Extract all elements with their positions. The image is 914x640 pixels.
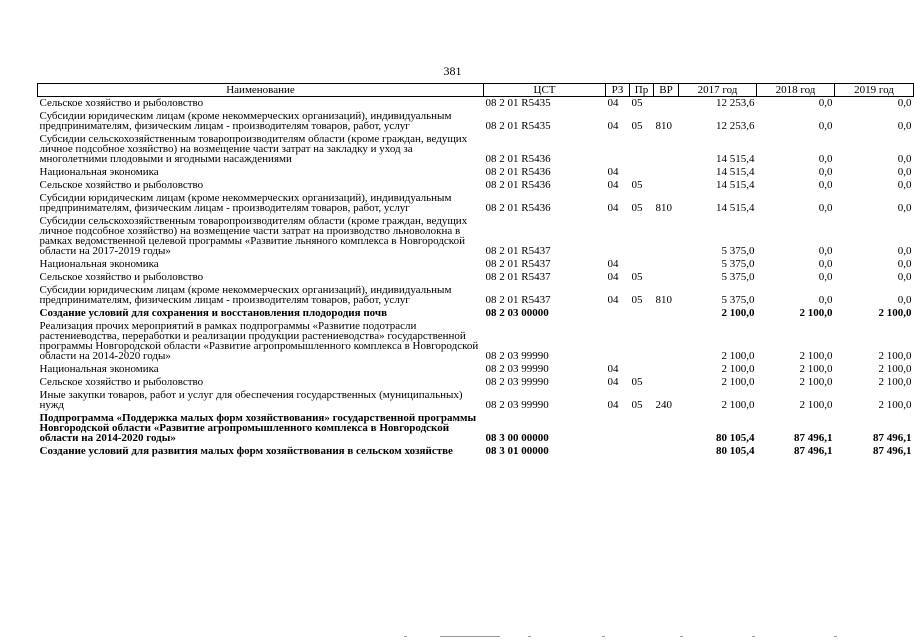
- row-2018: 2 100,0: [799, 399, 833, 411]
- row-2018: 2 100,0: [799, 350, 833, 362]
- row-cst: 08 2 03 99990: [485, 363, 549, 375]
- row-vr: 810: [655, 294, 672, 306]
- row-vr: [654, 258, 679, 271]
- header-2018: 2018 год: [757, 84, 835, 97]
- row-2018: 87 496,1: [794, 432, 833, 444]
- table-row: [38, 376, 914, 389]
- row-2019: 0,0: [897, 202, 912, 214]
- row-pr: 05: [631, 120, 643, 132]
- row-name: Создание условий для развития малых форм хозяйствования в сельском хозяйстве: [39, 445, 453, 457]
- row-2019: 0,0: [897, 258, 912, 270]
- row-2017: 5 375,0: [721, 294, 755, 306]
- row-2018: 87 496,1: [794, 445, 833, 457]
- row-cst: 08 2 01 R5436: [485, 153, 551, 165]
- row-pr: [630, 307, 654, 320]
- row-2018: 0,0: [818, 120, 833, 132]
- row-vr: [654, 271, 679, 284]
- row-rz: 04: [607, 179, 619, 191]
- row-2019: 2 100,0: [878, 376, 912, 388]
- row-cst: 08 2 03 00000: [485, 307, 549, 319]
- table-row: [38, 363, 914, 376]
- row-name: Субсидии юридическим лицам (кроме некоммерческих организаций), индивидуальным предпринимателям, физическим лицам - производителям товаров, работ, услуг: [39, 110, 452, 132]
- row-cst: 08 2 01 R5437: [485, 294, 551, 306]
- row-2017: 5 375,0: [721, 258, 755, 270]
- row-pr: [630, 258, 654, 271]
- row-name: Субсидии юридическим лицам (кроме некоммерческих организаций), индивидуальным предпринимателям, физическим лицам - производителям товаров, работ, услуг: [39, 284, 452, 306]
- header-2019: 2019 год: [835, 84, 914, 97]
- row-cst: 08 2 01 R5436: [485, 179, 551, 191]
- row-2018: 0,0: [818, 202, 833, 214]
- row-2019: 0,0: [897, 245, 912, 257]
- row-name: Подпрограмма «Поддержка малых форм хозяйствования» государственной программы Новгородской области «Развитие агропромышленного комплекса в Новгородской области на 2014-2020 годы»: [39, 412, 477, 444]
- table-row: [38, 166, 914, 179]
- row-vr: [654, 320, 679, 363]
- table-body: [38, 97, 914, 459]
- row-vr: 240: [655, 399, 672, 411]
- table-row: [38, 110, 914, 133]
- row-name: Сельское хозяйство и рыболовство: [39, 271, 204, 283]
- table-row: [38, 215, 914, 258]
- row-pr: 05: [631, 399, 643, 411]
- row-cst: 08 2 01 R5435: [485, 120, 551, 132]
- row-name: Реализация прочих мероприятий в рамках подпрограммы «Развитие подотрасли растениеводства, переработки и реализации продукции растениеводства» государственной программы Новгородской области «Развитие агропромышленного комплекса в Новгородской области на 2014-2020 годы»: [39, 320, 479, 362]
- row-2018: 0,0: [818, 97, 833, 109]
- row-2017: 2 100,0: [721, 363, 755, 375]
- row-cst: 08 3 01 00000: [485, 445, 549, 457]
- row-2017: 12 253,6: [716, 120, 755, 132]
- row-name: Национальная экономика: [39, 363, 159, 375]
- row-pr: 05: [631, 179, 643, 191]
- row-vr: [654, 133, 679, 166]
- row-rz: [606, 445, 630, 458]
- row-2018: 0,0: [818, 245, 833, 257]
- table-row: [38, 284, 914, 307]
- row-2018: 2 100,0: [799, 307, 833, 319]
- row-vr: [654, 412, 679, 445]
- row-vr: [654, 376, 679, 389]
- row-name: Создание условий для сохранения и восстановления плодородия почв: [39, 307, 388, 319]
- row-2018: 0,0: [818, 166, 833, 178]
- row-rz: 04: [607, 363, 619, 375]
- row-rz: [606, 412, 630, 445]
- row-2017: 2 100,0: [721, 307, 755, 319]
- row-rz: 04: [607, 258, 619, 270]
- table-row: [38, 445, 914, 458]
- row-rz: 04: [607, 294, 619, 306]
- row-2017: 2 100,0: [721, 350, 755, 362]
- budget-table: [37, 83, 914, 458]
- table-row: [38, 192, 914, 215]
- row-name: Сельское хозяйство и рыболовство: [39, 376, 204, 388]
- row-rz: 04: [607, 120, 619, 132]
- header-name: Наименование: [38, 84, 484, 97]
- row-rz: 04: [607, 166, 619, 178]
- row-2017: 14 515,4: [716, 179, 755, 191]
- row-vr: [654, 445, 679, 458]
- row-2019: 0,0: [897, 271, 912, 283]
- row-rz: 04: [607, 202, 619, 214]
- row-2017: 2 100,0: [721, 376, 755, 388]
- row-cst: 08 2 01 R5437: [485, 258, 551, 270]
- row-pr: [630, 320, 654, 363]
- row-2017: 5 375,0: [721, 271, 755, 283]
- row-cst: 08 2 01 R5437: [485, 245, 551, 257]
- row-pr: 05: [631, 271, 643, 283]
- row-2019: 0,0: [897, 166, 912, 178]
- footer-rules: [0, 636, 905, 638]
- row-name: Национальная экономика: [39, 166, 159, 178]
- row-2019: 0,0: [897, 120, 912, 132]
- row-2018: 2 100,0: [799, 363, 833, 375]
- row-2019: 2 100,0: [878, 399, 912, 411]
- row-2017: 14 515,4: [716, 153, 755, 165]
- table-row: [38, 271, 914, 284]
- row-vr: [654, 215, 679, 258]
- row-2018: 0,0: [818, 179, 833, 191]
- row-2019: 2 100,0: [878, 363, 912, 375]
- page-number: 381: [443, 64, 462, 78]
- row-2018: 0,0: [818, 258, 833, 270]
- header-cst: ЦСТ: [484, 84, 606, 97]
- row-rz: 04: [607, 97, 619, 109]
- table-row: [38, 179, 914, 192]
- row-cst: 08 3 00 00000: [485, 432, 549, 444]
- header-2017: 2017 год: [679, 84, 757, 97]
- table-row: [38, 389, 914, 412]
- row-cst: 08 2 03 99990: [485, 350, 549, 362]
- row-2018: 0,0: [818, 294, 833, 306]
- row-pr: [630, 363, 654, 376]
- row-rz: [606, 307, 630, 320]
- table-row: [38, 258, 914, 271]
- table-row: [38, 412, 914, 445]
- row-rz: 04: [607, 399, 619, 411]
- row-pr: 05: [631, 97, 643, 109]
- row-vr: [654, 166, 679, 179]
- row-2019: 87 496,1: [873, 445, 912, 457]
- row-pr: [630, 133, 654, 166]
- row-2019: 0,0: [897, 179, 912, 191]
- row-pr: 05: [631, 294, 643, 306]
- row-pr: 05: [631, 376, 643, 388]
- row-rz: [606, 215, 630, 258]
- row-vr: [654, 307, 679, 320]
- row-2018: 2 100,0: [799, 376, 833, 388]
- row-pr: [630, 412, 654, 445]
- row-2017: 14 515,4: [716, 166, 755, 178]
- table-row: [38, 97, 914, 111]
- row-2017: 80 105,4: [716, 432, 755, 444]
- row-vr: [654, 363, 679, 376]
- table-row: [38, 320, 914, 363]
- row-name: Субсидии юридическим лицам (кроме некоммерческих организаций), индивидуальным предпринимателям, физическим лицам - производителям товаров, работ, услуг: [39, 192, 452, 214]
- row-rz: [606, 133, 630, 166]
- row-cst: 08 2 01 R5436: [485, 202, 551, 214]
- row-cst: 08 2 01 R5437: [485, 271, 551, 283]
- row-2017: 2 100,0: [721, 399, 755, 411]
- row-cst: 08 2 01 R5436: [485, 166, 551, 178]
- row-name: Субсидии сельскохозяйственным товаропроизводителям области (кроме граждан, ведущих личное подсобное хозяйство) на возмещение части затрат на производство льноволокна в рамках ведомственной целевой программы «Развитие льняного комплекса в Новгородской области на 2017-2019 годы»: [39, 215, 468, 257]
- header-pr: Пр: [630, 84, 654, 97]
- row-2017: 14 515,4: [716, 202, 755, 214]
- row-2019: 2 100,0: [878, 307, 912, 319]
- row-cst: 08 2 03 99990: [485, 376, 549, 388]
- row-vr: 810: [655, 202, 672, 214]
- row-2017: 12 253,6: [716, 97, 755, 109]
- header-rz: РЗ: [606, 84, 630, 97]
- row-2019: 0,0: [897, 97, 912, 109]
- row-2018: 0,0: [818, 271, 833, 283]
- row-pr: 05: [631, 202, 643, 214]
- row-name: Сельское хозяйство и рыболовство: [39, 97, 204, 109]
- row-rz: [606, 320, 630, 363]
- row-name: Сельское хозяйство и рыболовство: [39, 179, 204, 191]
- row-pr: [630, 215, 654, 258]
- header-vr: ВР: [654, 84, 679, 97]
- table-row: [38, 307, 914, 320]
- row-name: Иные закупки товаров, работ и услуг для обеспечения государственных (муниципальных) нужд: [39, 389, 463, 411]
- row-vr: [654, 97, 679, 111]
- row-pr: [630, 445, 654, 458]
- row-2017: 5 375,0: [721, 245, 755, 257]
- row-vr: 810: [655, 120, 672, 132]
- row-vr: [654, 179, 679, 192]
- table-header-row: [38, 84, 914, 97]
- row-2019: 2 100,0: [878, 350, 912, 362]
- row-2017: 80 105,4: [716, 445, 755, 457]
- row-rz: 04: [607, 271, 619, 283]
- row-rz: 04: [607, 376, 619, 388]
- row-2019: 0,0: [897, 294, 912, 306]
- row-pr: [630, 166, 654, 179]
- table-row: [38, 133, 914, 166]
- row-cst: 08 2 03 99990: [485, 399, 549, 411]
- row-name: Субсидии сельскохозяйственным товаропроизводителям области (кроме граждан, ведущих личное подсобное хозяйство) на возмещение части затрат на закладку и уход за многолетними плодовыми и ягодными насаждениями: [39, 133, 468, 165]
- row-cst: 08 2 01 R5435: [485, 97, 551, 109]
- row-2018: 0,0: [818, 153, 833, 165]
- row-2019: 0,0: [897, 153, 912, 165]
- row-2019: 87 496,1: [873, 432, 912, 444]
- row-name: Национальная экономика: [39, 258, 159, 270]
